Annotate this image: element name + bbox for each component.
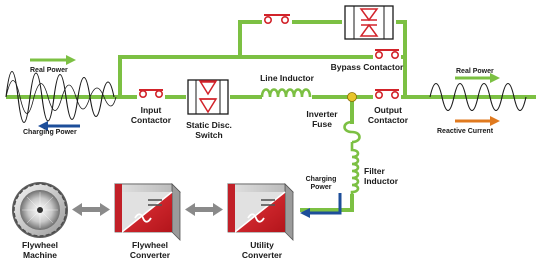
power-bus (8, 22, 534, 210)
filter-inductor-label-1: Filter (364, 166, 385, 176)
static-switch-label-2: Switch (195, 130, 223, 140)
input-contactor-label-1: Input (140, 105, 162, 115)
reactive-current-label: Reactive Current (437, 128, 494, 135)
charging-power-label-lower-1: Charging (305, 176, 337, 183)
static-switch-label-1: Static Disc. (186, 120, 232, 130)
inductor-coil-icon (352, 142, 358, 196)
real-power-arrow-left (30, 55, 76, 65)
real-power-label-left: Real Power (30, 67, 68, 74)
charging-power-arrow-lower (300, 193, 340, 218)
reactive-current-arrow (455, 116, 500, 126)
input-contactor-label-2: Contactor (130, 115, 172, 125)
utility-converter-label-2: Converter (241, 250, 283, 260)
flywheel-converter-label-1: Flywheel (132, 240, 168, 250)
charging-power-label-left: Charging Power (23, 129, 77, 136)
double-arrow-icon (72, 203, 110, 216)
line-inductor-label: Line Inductor (260, 73, 314, 83)
output-contactor-label-1: Output (374, 105, 402, 115)
real-power-label-right: Real Power (456, 68, 494, 75)
double-arrow-icon (185, 203, 223, 216)
flywheel-machine-label-2: Machine (22, 250, 58, 260)
inductor-coil-icon (262, 90, 312, 102)
inverter-fuse-label-1: Inverter (306, 109, 338, 119)
flywheel-icon (12, 182, 68, 238)
charging-power-label-lower-2: Power (310, 184, 332, 191)
thyristor-switch-icon (188, 80, 228, 114)
converter-icon (228, 184, 293, 240)
converter-icon (115, 184, 180, 240)
filter-inductor-label-2: Inductor (364, 176, 398, 186)
bypass-contactor-label: Bypass Contactor (330, 62, 404, 72)
flywheel-machine-label-1: Flywheel (22, 240, 58, 250)
output-contactor-label-2: Contactor (367, 115, 409, 125)
flywheel-converter-label-2: Converter (129, 250, 171, 260)
utility-converter-label-1: Utility (250, 240, 274, 250)
thyristor-switch-icon (345, 6, 393, 39)
inverter-fuse-label-2: Fuse (312, 119, 332, 129)
